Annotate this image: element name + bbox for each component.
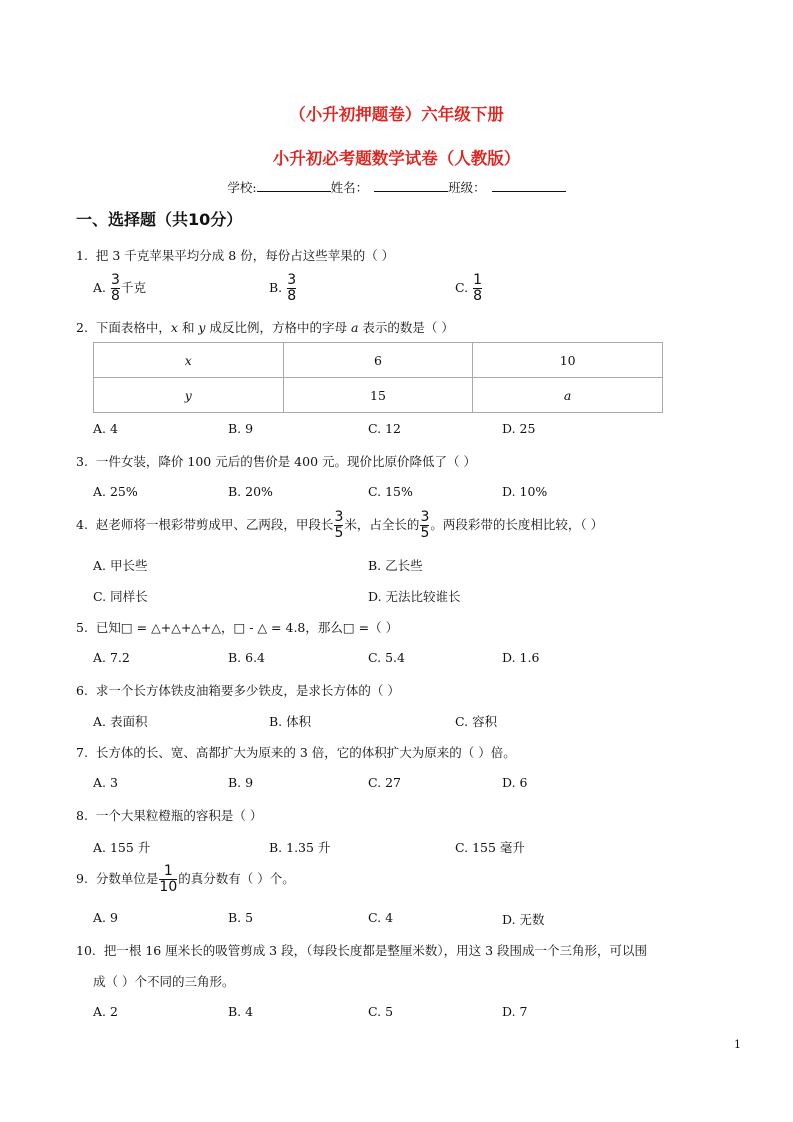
numerator: 3: [334, 509, 344, 525]
denominator: 8: [111, 288, 120, 304]
page-number: 1: [734, 1038, 741, 1051]
question-2: [76, 318, 454, 336]
question-8: [76, 806, 262, 824]
option-c[interactable]: C. 12: [368, 421, 401, 436]
option-c[interactable]: C. 27: [368, 775, 401, 790]
question-number: 7.: [76, 745, 88, 760]
option-b[interactable]: B. 9: [228, 775, 254, 790]
option-label: C.: [455, 280, 469, 295]
question-text: 下面表格中，: [95, 320, 171, 335]
option-a[interactable]: A. 155 升: [93, 840, 151, 855]
table-cell: 10: [473, 343, 663, 378]
ratio-table: [93, 342, 663, 413]
option-c[interactable]: C. 4: [368, 910, 394, 925]
option-c[interactable]: C. 容积: [455, 714, 498, 729]
question-number: 3.: [76, 454, 88, 469]
option-a[interactable]: A. 25%: [93, 484, 138, 499]
option-d[interactable]: D. 1.6: [502, 650, 540, 665]
option-d[interactable]: D. 6: [502, 775, 528, 790]
school-label: 学校:: [227, 180, 257, 195]
option-a[interactable]: A. 甲长些: [93, 558, 148, 573]
fraction: [111, 273, 120, 304]
unit: 千克: [121, 280, 147, 295]
option-b[interactable]: B. 4: [228, 1004, 254, 1019]
section-heading: 一、选择题（共10分）: [76, 210, 243, 229]
question-text: 把 3 千克苹果平均分成 8 份，每份占这些苹果的（ ）: [95, 248, 395, 263]
question-number: 8.: [76, 808, 88, 823]
variable-y: y: [198, 320, 206, 335]
page-title: （小升初押题卷）六年级下册: [289, 105, 504, 124]
option-d[interactable]: D. 无法比较谁长: [368, 589, 461, 604]
option-d[interactable]: D. 25: [502, 421, 536, 436]
table-row: [94, 343, 663, 378]
option-c[interactable]: C. 同样长: [93, 589, 148, 604]
table-row: [94, 378, 663, 413]
page-subtitle: 小升初必考题数学试卷（人教版）: [272, 149, 521, 168]
option-c[interactable]: C. 155 毫升: [455, 840, 525, 855]
option-a[interactable]: A. 4: [93, 421, 118, 436]
denominator: 5: [420, 525, 430, 541]
question-number: 4.: [76, 517, 88, 532]
option-c[interactable]: C. 5: [368, 1004, 394, 1019]
numerator: 3: [420, 509, 430, 525]
name-label: 姓名：: [330, 180, 369, 195]
option-b[interactable]: B. 6.4: [228, 650, 266, 665]
question-number: 1.: [76, 248, 88, 263]
numerator: 1: [473, 272, 483, 288]
class-label: 班级：: [448, 180, 486, 195]
question-text: 一个大果粒橙瓶的容积是（ ）: [95, 808, 263, 823]
option-b[interactable]: B. 20%: [228, 484, 273, 499]
numerator: 1: [163, 863, 173, 879]
question-text: 把一根 16 厘米长的吸管剪成 3 段，（每段长度都是整厘米数），用这 3 段围成一个三角形，可以围: [103, 943, 647, 958]
table-cell: a: [473, 378, 663, 413]
option-a[interactable]: [93, 273, 146, 304]
option-label: B.: [269, 280, 283, 295]
question-10: [76, 941, 647, 959]
table-cell: y: [94, 378, 284, 413]
option-a[interactable]: A. 2: [93, 1004, 118, 1019]
fraction: [420, 510, 429, 541]
option-d[interactable]: D. 无数: [502, 912, 545, 927]
question-text: 已知□ = △+△+△+△，□ - △ = 4.8，那么□ =（ ）: [95, 620, 399, 635]
question-number: 9.: [76, 871, 88, 886]
question-text: 成反比例，方格中的字母: [205, 320, 351, 335]
fraction: [287, 273, 296, 304]
option-a[interactable]: A. 9: [93, 910, 118, 925]
option-c[interactable]: [455, 273, 483, 304]
question-number: 6.: [76, 683, 88, 698]
fraction: [159, 864, 177, 895]
option-b[interactable]: B. 乙长些: [368, 558, 423, 573]
question-3: [76, 452, 476, 470]
question-10-continued: 成（ ）个不同的三角形。: [93, 974, 235, 989]
question-text: 一件女装，降价 100 元后的售价是 400 元。现价比原价降低了（ ）: [95, 454, 476, 469]
fraction: [473, 273, 482, 304]
option-b[interactable]: B. 1.35 升: [269, 840, 331, 855]
question-text: 赵老师将一根彩带剪成甲、乙两段，甲段长: [95, 517, 334, 532]
question-6: [76, 681, 400, 699]
question-9: [76, 864, 295, 895]
option-a[interactable]: A. 7.2: [93, 650, 130, 665]
variable-x: x: [170, 320, 178, 335]
option-b[interactable]: [269, 273, 297, 304]
option-a[interactable]: A. 表面积: [93, 714, 148, 729]
question-text: 分数单位是: [95, 871, 159, 886]
question-5: [76, 618, 398, 636]
question-text: 求一个长方体铁皮油箱要多少铁皮，是求长方体的（ ）: [95, 683, 400, 698]
question-number: 10.: [76, 943, 96, 958]
question-number: 2.: [76, 320, 88, 335]
denominator: 5: [334, 525, 344, 541]
numerator: 3: [111, 272, 120, 288]
option-label: A.: [93, 280, 107, 295]
name-blank[interactable]: [374, 179, 448, 192]
option-b[interactable]: B. 9: [228, 421, 254, 436]
table-cell: 15: [283, 378, 473, 413]
fraction: [334, 510, 343, 541]
question-text: 长方体的长、宽、高都扩大为原来的 3 倍，它的体积扩大为原来的（ ）倍。: [95, 745, 516, 760]
option-d[interactable]: D. 10%: [502, 484, 548, 499]
student-info-line: [0, 178, 793, 196]
question-text: 。两段彩带的长度相比较，（ ）: [430, 517, 604, 532]
question-text: 米，占全长的: [344, 517, 420, 532]
option-a[interactable]: A. 3: [93, 775, 118, 790]
class-blank[interactable]: [492, 179, 566, 192]
option-c[interactable]: C. 5.4: [368, 650, 405, 665]
numerator: 3: [287, 272, 297, 288]
question-4: [76, 510, 603, 541]
question-number: 5.: [76, 620, 88, 635]
question-text: 表示的数是（ ）: [358, 320, 454, 335]
option-d[interactable]: D. 7: [502, 1004, 528, 1019]
question-text: 的真分数有（ ）个。: [178, 871, 295, 886]
variable-a: a: [350, 320, 359, 335]
question-text: 和: [177, 320, 199, 335]
table-cell: 6: [283, 343, 473, 378]
school-blank[interactable]: [257, 179, 331, 192]
question-1: [76, 246, 394, 264]
table-cell: x: [94, 343, 284, 378]
denominator: 8: [287, 288, 297, 304]
option-c[interactable]: C. 15%: [368, 484, 413, 499]
option-b[interactable]: B. 5: [228, 910, 254, 925]
denominator: 8: [473, 288, 483, 304]
denominator: 10: [159, 879, 178, 895]
option-b[interactable]: B. 体积: [269, 714, 312, 729]
question-7: [76, 743, 516, 761]
